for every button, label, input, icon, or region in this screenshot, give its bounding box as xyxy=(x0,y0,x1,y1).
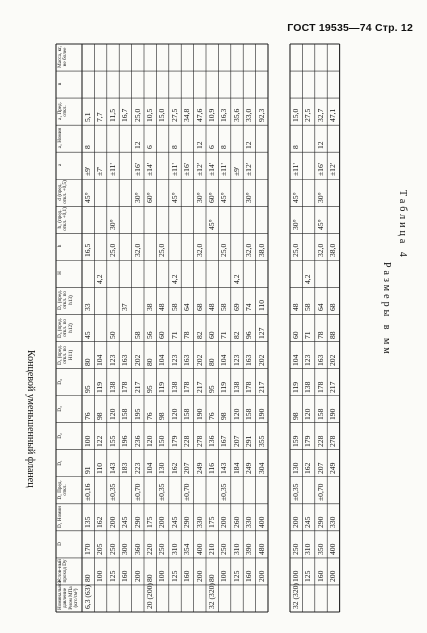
column-header: h₁ (пред. откл. +0,1) xyxy=(57,207,69,232)
table-cell: 60° xyxy=(207,192,216,204)
table-cell: 178 xyxy=(182,381,192,393)
table-cell: 163 xyxy=(120,354,130,366)
table-cell: 162 xyxy=(95,516,105,528)
table-cell: 88 xyxy=(328,330,338,339)
table-cell: 6 xyxy=(207,145,216,150)
table-cell: 178 xyxy=(120,381,130,393)
column-header: D₁ Номин xyxy=(57,505,63,528)
table-cell: 190 xyxy=(194,408,204,420)
table-cell: 158 xyxy=(315,408,325,420)
table-cell: 158 xyxy=(120,408,130,420)
table-cell: 196 xyxy=(120,435,130,447)
table-cell: 104 xyxy=(157,354,167,366)
table-cell: 207 xyxy=(182,462,192,474)
table-cell: 32,7 xyxy=(315,108,325,123)
table-cell: 150 xyxy=(157,435,167,447)
table-cell: 123 xyxy=(231,354,241,366)
table-cell: 200 xyxy=(219,516,229,528)
table-cell: 220 xyxy=(145,543,154,555)
table-cell: 71 xyxy=(219,330,229,339)
table-cell: 162 xyxy=(169,462,179,474)
column-header: d (пред. откл. +0,5) xyxy=(57,180,69,205)
table-cell: 56 xyxy=(145,330,154,339)
table-cell: 310 xyxy=(303,543,313,555)
table-cell: 122 xyxy=(95,435,105,447)
table-cell: ±11' xyxy=(291,163,300,177)
table-cell: 80 xyxy=(207,357,216,366)
table-cell: 38 xyxy=(145,303,154,312)
table-cell: ±11' xyxy=(169,163,179,177)
table-cell: 245 xyxy=(303,516,313,528)
table-cell: 207 xyxy=(315,462,325,474)
table-cell: 104 xyxy=(291,354,300,366)
table-cell: 48 xyxy=(157,303,167,312)
table-cell: 228 xyxy=(315,435,325,447)
table-cell: 119 xyxy=(291,381,300,393)
table-cell: 80 xyxy=(207,574,216,582)
table-cell: 179 xyxy=(169,435,179,447)
table-cell: 100 xyxy=(157,570,167,582)
section-caption: Концевой уменьшенный фланец xyxy=(25,350,36,488)
column-header: D₃ xyxy=(57,405,63,412)
table-cell: 47,6 xyxy=(194,108,204,123)
column-header: a₁ Пред. откл. xyxy=(57,102,69,121)
table-cell: 98 xyxy=(157,412,167,420)
table-cell: 80 xyxy=(83,574,92,582)
table-cell: 58 xyxy=(132,330,142,339)
table-cell: 135 xyxy=(83,516,92,528)
table-cell: 47,1 xyxy=(328,108,338,123)
table-cell: 32 (320) xyxy=(291,583,300,609)
table-cell: 45° xyxy=(219,192,229,204)
table-cell: 45° xyxy=(83,192,92,204)
column-header: D₁ Пред. откл. xyxy=(57,480,69,500)
table-cell: ±11' xyxy=(107,163,117,177)
table-cell: ±14' xyxy=(207,163,216,177)
table-cell: ±0,35 xyxy=(107,483,117,501)
table-cell: 71 xyxy=(303,330,313,339)
table-cell: 195 xyxy=(132,408,142,420)
table-cell: 400 xyxy=(256,516,266,528)
table-cell: 6,3 (63) xyxy=(83,584,92,609)
table-cell: ±0,70 xyxy=(132,483,142,501)
column-header: Номинальное давление Pном МПа (кгс/см²) xyxy=(57,579,80,610)
table-cell: 250 xyxy=(291,543,300,555)
table-cell: 390 xyxy=(244,543,254,555)
table-cell: 480 xyxy=(256,543,266,555)
table-cell: 138 xyxy=(303,381,313,393)
table-cell: 130 xyxy=(157,462,167,474)
table-cell: 8 xyxy=(219,145,229,150)
table-cell: 32,0 xyxy=(194,244,204,258)
table-cell: 120 xyxy=(107,408,117,420)
table-cell: 202 xyxy=(256,354,266,366)
table-cell: 200 xyxy=(194,570,204,582)
table-cell: 120 xyxy=(145,435,154,447)
table-cell: 92,3 xyxy=(256,108,266,123)
table-cell: 80 xyxy=(83,357,92,366)
column-header: H xyxy=(57,271,63,276)
table-cell: 30° xyxy=(194,192,204,204)
table-cell: 310 xyxy=(169,543,179,555)
table-cell: 123 xyxy=(303,354,313,366)
column-header: Услов-ный проход Dу xyxy=(57,559,69,583)
table-cell: 138 xyxy=(231,381,241,393)
table-cell: 58 xyxy=(219,303,229,312)
table-cell: 260 xyxy=(231,516,241,528)
table-cell: 16,3 xyxy=(219,108,229,123)
table-cell: 25,0 xyxy=(219,244,229,258)
table-cell: 32 (320) xyxy=(207,583,216,609)
table-cell: 11,5 xyxy=(107,109,117,123)
table-cell: 123 xyxy=(169,354,179,366)
table-cell: 217 xyxy=(132,381,142,393)
table-cell: 6 xyxy=(145,145,154,150)
table-cell: 160 xyxy=(315,570,325,582)
table-cell: 10,5 xyxy=(145,108,154,123)
table-cell: 38,0 xyxy=(328,244,338,258)
table-cell: 400 xyxy=(328,543,338,555)
table-cell: 190 xyxy=(328,408,338,420)
table-cell: 8 xyxy=(83,145,92,150)
table-cell: 160 xyxy=(182,570,192,582)
table-cell: 5,1 xyxy=(83,112,92,123)
table-cell: 159 xyxy=(291,435,300,447)
table-cell: ±16' xyxy=(182,163,192,177)
column-header: Масса, кг, не более xyxy=(57,46,69,68)
table-cell: 60 xyxy=(157,330,167,339)
table-cell: 95 xyxy=(207,385,216,393)
document-code: ГОСТ 19535—74 Стр. 12 xyxy=(287,22,413,34)
table-cell: 178 xyxy=(315,381,325,393)
table-cell: 200 xyxy=(157,516,167,528)
table-cell: 20 (200) xyxy=(145,583,154,609)
table-cell: 25,0 xyxy=(291,244,300,258)
table-cell: 45° xyxy=(169,192,179,204)
table-cell: 45 xyxy=(83,330,92,339)
table-cell: 223 xyxy=(132,462,142,474)
table-cell: 60 xyxy=(207,330,216,339)
column-header: a xyxy=(57,164,63,167)
table-cell: 91 xyxy=(83,466,92,474)
table-cell: 95 xyxy=(145,385,154,393)
table-cell: 290 xyxy=(132,516,142,528)
table-cell: 48 xyxy=(207,303,216,312)
table-cell: 16,7 xyxy=(120,108,130,123)
table-cell: 202 xyxy=(194,354,204,366)
table-cell: 202 xyxy=(328,354,338,366)
table-cell: 175 xyxy=(207,516,216,528)
table-cell: 76 xyxy=(145,412,154,420)
table-cell: 110 xyxy=(256,300,266,312)
table-cell: ±12' xyxy=(328,163,338,177)
table-cell: 178 xyxy=(244,381,254,393)
column-header: D xyxy=(57,542,63,546)
table-cell: ±9' xyxy=(231,166,241,177)
table-cell: 60 xyxy=(291,330,300,339)
table-cell: 217 xyxy=(256,381,266,393)
table-cell: 123 xyxy=(107,354,117,366)
table-cell: ±0,70 xyxy=(182,483,192,501)
table-cell: ±0,35 xyxy=(291,483,300,501)
table-cell: 167 xyxy=(219,435,229,447)
table-cell: 100 xyxy=(95,570,105,582)
table-cell: 290 xyxy=(315,516,325,528)
table-cell: 96 xyxy=(244,330,254,339)
table-cell: 98 xyxy=(219,412,229,420)
table-cell: 200 xyxy=(107,516,117,528)
table-cell: 60° xyxy=(145,192,154,204)
table-cell: 228 xyxy=(182,435,192,447)
table-cell: 100 xyxy=(291,570,300,582)
table-cell: 95 xyxy=(83,385,92,393)
table-cell: ±0,16 xyxy=(83,483,92,501)
table-cell: 34,8 xyxy=(182,108,192,123)
table-cell: 4,2 xyxy=(169,274,179,285)
table-cell: ±12' xyxy=(194,163,204,177)
table-cell: 80 xyxy=(145,357,154,366)
table-cell: 175 xyxy=(145,516,154,528)
table-cell: 104 xyxy=(145,462,154,474)
table-cell: 78 xyxy=(182,330,192,339)
table-cell: 119 xyxy=(219,381,229,393)
table-cell: 210 xyxy=(207,543,216,555)
table-cell: 58 xyxy=(303,303,313,312)
table-cell: 12 xyxy=(194,141,204,150)
table-cell: 15,0 xyxy=(157,108,167,123)
table-cell: 330 xyxy=(244,516,254,528)
table-cell: 27,5 xyxy=(169,108,179,123)
table-label: Таблица 4 xyxy=(397,190,408,260)
table-cell: 278 xyxy=(194,435,204,447)
table-cell: 330 xyxy=(194,516,204,528)
table-cell: 32,0 xyxy=(315,244,325,258)
table-cell: 119 xyxy=(95,381,105,393)
table-cell: 32,0 xyxy=(244,244,254,258)
table-cell: 33 xyxy=(83,303,92,312)
table-cell: 200 xyxy=(328,570,338,582)
table-cell: 74 xyxy=(244,303,254,312)
column-header: D₆ (пред. откл. по h12) xyxy=(57,317,74,338)
table-cell: 25,0 xyxy=(107,244,117,258)
table-cell: 120 xyxy=(231,408,241,420)
table-cell: 200 xyxy=(132,570,142,582)
table-cell: 82 xyxy=(194,330,204,339)
table-cell: 155 xyxy=(107,435,117,447)
table-cell: 291 xyxy=(244,435,254,447)
table-cell: ±0,35 xyxy=(157,483,167,501)
table-cell: 7,7 xyxy=(95,112,105,123)
column-header: D₁ xyxy=(57,459,63,466)
table-cell: 355 xyxy=(256,435,266,447)
table-cell: 4,2 xyxy=(95,274,105,285)
table-cell: 207 xyxy=(231,435,241,447)
table-cell: 162 xyxy=(303,462,313,474)
table-cell: 25,0 xyxy=(157,244,167,258)
table-cell: 71 xyxy=(169,330,179,339)
table-cell: 119 xyxy=(157,381,167,393)
table-cell: 120 xyxy=(303,408,313,420)
table-cell: 35,6 xyxy=(231,108,241,123)
table-cell: 125 xyxy=(169,570,179,582)
table-cell: 160 xyxy=(120,570,130,582)
table-cell: 350 xyxy=(315,543,325,555)
table-cell: 12 xyxy=(132,141,142,150)
table-cell: 250 xyxy=(107,543,117,555)
table-cell: 130 xyxy=(291,462,300,474)
table-cell: 58 xyxy=(169,303,179,312)
table-cell: 15,0 xyxy=(291,108,300,123)
table-cell: 33,0 xyxy=(244,108,254,123)
column-header: D₄ xyxy=(57,378,63,385)
table-cell: 100 xyxy=(219,570,229,582)
table-cell: 76 xyxy=(83,412,92,420)
table-cell: 10,9 xyxy=(207,108,216,123)
table-cell: 136 xyxy=(207,435,216,447)
table-cell: 163 xyxy=(315,354,325,366)
table-cell: 82 xyxy=(231,330,241,339)
table-cell: 250 xyxy=(157,543,167,555)
table-cell: 98 xyxy=(291,412,300,420)
table-cell: 245 xyxy=(169,516,179,528)
table-cell: 16,5 xyxy=(83,244,92,258)
table-cell: 200 xyxy=(256,570,266,582)
table-cell: 64 xyxy=(315,303,325,312)
table-cell: 78 xyxy=(315,330,325,339)
table-cell: 183 xyxy=(120,462,130,474)
table-cell: 158 xyxy=(182,408,192,420)
table-cell: 8 xyxy=(291,145,300,150)
table-cell: 8 xyxy=(169,145,179,150)
table-cell: 160 xyxy=(244,570,254,582)
table-cell: 12 xyxy=(244,141,254,150)
table-cell: 69 xyxy=(231,303,241,312)
table-cell: 32,0 xyxy=(132,244,142,258)
table-cell: 100 xyxy=(83,435,92,447)
page-header xyxy=(0,0,427,40)
table-cell: 143 xyxy=(107,462,117,474)
table-cell: 30° xyxy=(315,192,325,204)
table-cell: 64 xyxy=(182,303,192,312)
table-cell: 27,5 xyxy=(303,108,313,123)
table-cell: 205 xyxy=(95,543,105,555)
table-cell: 48 xyxy=(291,303,300,312)
table-cell: 236 xyxy=(132,435,142,447)
table-cell: 104 xyxy=(95,354,105,366)
table-cell: 125 xyxy=(303,570,313,582)
table-cell: 25,0 xyxy=(132,108,142,123)
table-cell: ±9' xyxy=(83,166,92,177)
table-cell: 125 xyxy=(231,570,241,582)
table-cell: 12 xyxy=(315,141,325,150)
table-cell: 30° xyxy=(132,192,142,204)
column-header: h xyxy=(57,245,63,248)
table-cell: 217 xyxy=(328,381,338,393)
table-cell: ±14' xyxy=(145,163,154,177)
table-cell: 184 xyxy=(231,462,241,474)
table-cell: 400 xyxy=(194,543,204,555)
table-cell: 170 xyxy=(83,543,92,555)
column-header: D₂ xyxy=(57,432,63,439)
table-cell: 250 xyxy=(219,543,229,555)
table-cell: 30° xyxy=(244,192,254,204)
table-cell: 143 xyxy=(219,462,229,474)
table-cell: 310 xyxy=(231,543,241,555)
table-cell: 138 xyxy=(107,381,117,393)
table-cell: ±0,35 xyxy=(219,483,229,501)
table-cell: 45° xyxy=(291,192,300,204)
table-cell: 163 xyxy=(244,354,254,366)
sizes-caption: Размеры в мм xyxy=(381,262,392,357)
table-cell: 98 xyxy=(95,412,105,420)
table-cell: 245 xyxy=(120,516,130,528)
column-header: D₇ (пред. откл. по h13) xyxy=(57,290,74,311)
table-cell: 138 xyxy=(169,381,179,393)
table-cell: 50 xyxy=(107,330,117,339)
table-cell: 202 xyxy=(132,354,142,366)
table-cell: ±16' xyxy=(315,163,325,177)
table-cell: 300 xyxy=(120,543,130,555)
table-cell: ±0,70 xyxy=(315,483,325,501)
table-cell: 360 xyxy=(132,543,142,555)
table-grid xyxy=(56,40,396,618)
table-cell: 354 xyxy=(182,543,192,555)
table-cell: 110 xyxy=(95,462,105,474)
table-cell: 179 xyxy=(303,435,313,447)
table-cell: 120 xyxy=(169,408,179,420)
table-cell: 37 xyxy=(120,303,130,312)
column-header: n xyxy=(57,82,63,86)
table-cell: 30° xyxy=(107,219,117,231)
table-cell: 158 xyxy=(244,408,254,420)
table-cell: ±16' xyxy=(132,163,142,177)
table-cell: 76 xyxy=(207,412,216,420)
table-cell: 45° xyxy=(207,219,216,231)
table-cell: 330 xyxy=(328,516,338,528)
table-cell: 304 xyxy=(256,462,266,474)
table-cell: 217 xyxy=(194,381,204,393)
table-cell: 38,0 xyxy=(256,244,266,258)
table-cell: 68 xyxy=(328,303,338,312)
table-cell: 125 xyxy=(107,570,117,582)
column-header: D₅ (пред. откл. по H11) xyxy=(57,344,74,365)
table-cell: 163 xyxy=(182,354,192,366)
table-cell: 4,2 xyxy=(303,274,313,285)
table-cell: 116 xyxy=(207,462,216,474)
table-cell: 30° xyxy=(291,219,300,231)
table-cell: 190 xyxy=(256,408,266,420)
table-cell: 278 xyxy=(328,435,338,447)
table-cell: 4,2 xyxy=(231,274,241,285)
table-cell: 45° xyxy=(315,219,325,231)
table-cell: 290 xyxy=(182,516,192,528)
column-header: a₁ Номин xyxy=(57,127,63,149)
table-cell: ±7' xyxy=(95,166,105,177)
table-cell: 80 xyxy=(145,574,154,582)
table-cell: 249 xyxy=(244,462,254,474)
rotated-table xyxy=(56,40,396,618)
table-cell: 104 xyxy=(219,354,229,366)
table-cell: 68 xyxy=(194,303,204,312)
table-cell: ±12' xyxy=(244,163,254,177)
table-cell: 200 xyxy=(291,516,300,528)
table-cell: 249 xyxy=(194,462,204,474)
table-cell: 127 xyxy=(256,327,266,339)
table-cell: 249 xyxy=(328,462,338,474)
table-cell: ±11' xyxy=(219,163,229,177)
